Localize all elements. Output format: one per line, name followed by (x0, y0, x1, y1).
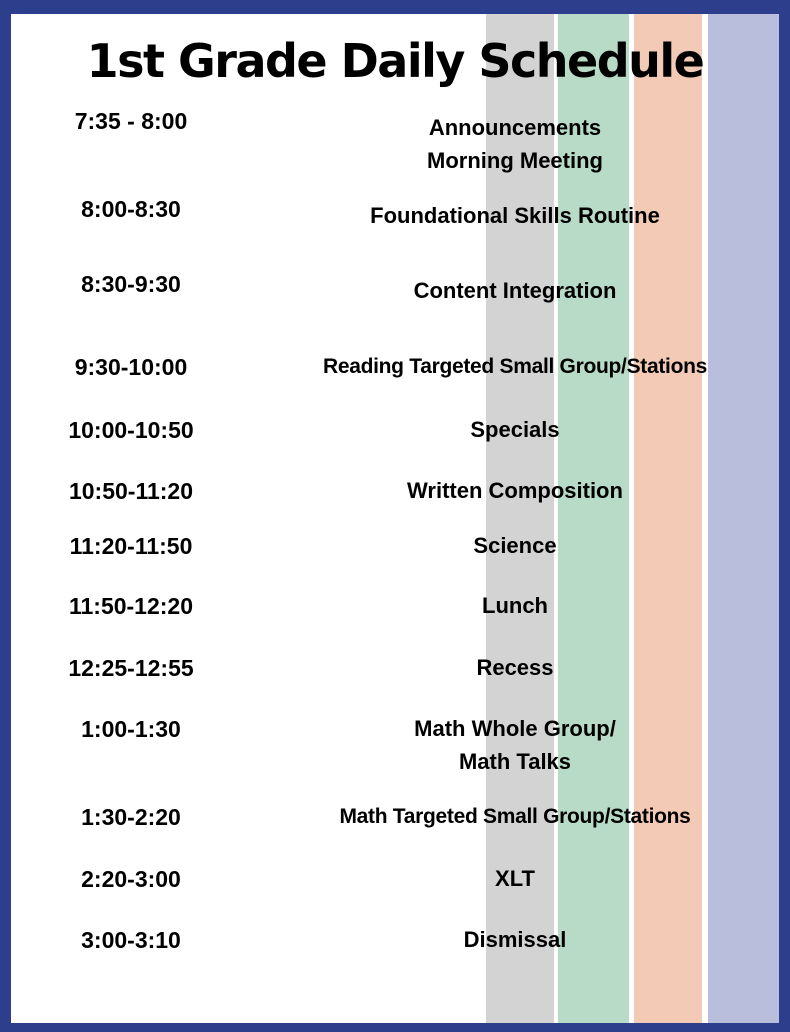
time-slot: 10:00-10:50 (68, 417, 194, 443)
time-slot: 2:20-3:00 (81, 866, 181, 892)
time-slot: 7:35 - 8:00 (74, 108, 188, 134)
time-slot: 12:25-12:55 (68, 655, 194, 681)
page-title: 1st Grade Daily Schedule (86, 34, 704, 88)
time-slot: 11:50-12:20 (68, 593, 194, 619)
time-slot: 1:00-1:30 (81, 716, 181, 742)
activity-name: Math Whole Group/ Math Talks (414, 716, 616, 774)
activity-name: Recess (476, 655, 554, 680)
time-slot: 3:00-3:10 (81, 927, 181, 953)
activity-name: XLT (495, 866, 535, 891)
activity-name: Reading Targeted Small Group/Stations (322, 355, 708, 378)
activity-name: Lunch (482, 593, 548, 618)
activity-name: Science (473, 533, 557, 558)
activity-name: Content Integration (413, 278, 617, 303)
activity-name: Announcements Morning Meeting (427, 115, 603, 173)
time-slot: 8:00-8:30 (81, 196, 181, 222)
time-slot: 11:20-11:50 (69, 533, 193, 559)
activity-name: Dismissal (463, 927, 567, 952)
activity-name: Math Targeted Small Group/Stations (339, 805, 691, 828)
time-slot: 8:30-9:30 (81, 271, 181, 297)
activity-name: Foundational Skills Routine (370, 203, 660, 228)
time-slot: 9:30-10:00 (74, 354, 188, 380)
time-slot: 1:30-2:20 (81, 804, 181, 830)
activity-name: Written Composition (407, 478, 623, 503)
time-slot: 10:50-11:20 (68, 478, 194, 504)
activity-name: Specials (470, 417, 560, 442)
